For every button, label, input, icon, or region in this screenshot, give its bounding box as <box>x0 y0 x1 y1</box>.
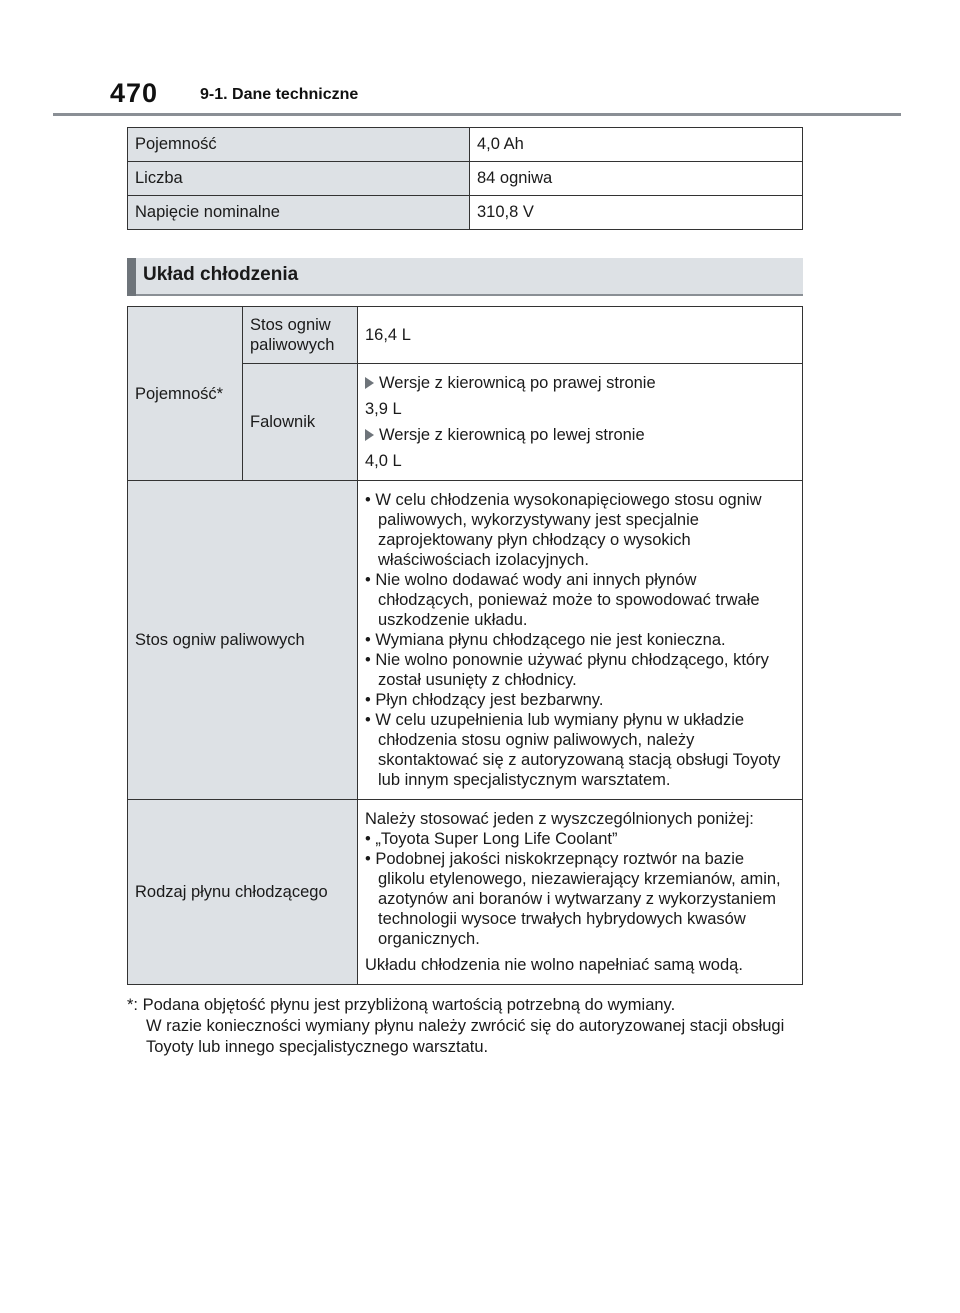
battery-spec-table <box>127 127 803 230</box>
list-item: • W celu uzupełnienia lub wymiany płynu w układzie chłodzenia stosu ogniw paliwowych, należy skontaktować się z autoryzowaną stacją obsługi Toyoty lub innym specjalistycznym warsztatem. <box>365 711 781 789</box>
cooling-title: Układ chłodzenia <box>143 264 299 285</box>
table-row <box>128 128 803 162</box>
inverter-right-label: Wersje z kierownicą po prawej stronie <box>379 374 656 392</box>
spec-label: Pojemność <box>128 128 470 162</box>
cooling-section-heading <box>127 258 803 296</box>
list-item: • „Toyota Super Long Life Coolant” <box>365 830 618 848</box>
table-row <box>128 481 803 800</box>
list-item: • W celu chłodzenia wysokonapięciowego stosu ogniw paliwowych, wykorzystywany jest specjalnie zaprojektowany płyn chłodzący o wysokich właściwościach izolacyjnych. <box>365 491 762 569</box>
page-header <box>110 78 900 114</box>
triangle-bullet-icon <box>365 429 374 441</box>
list-item: • Wymiana płynu chłodzącego nie jest konieczna. <box>365 631 726 649</box>
list-item: • Nie wolno ponownie używać płynu chłodzącego, który został usunięty z chłodnicy. <box>365 651 769 689</box>
coolant-intro: Należy stosować jeden z wyszczególnionych poniżej: <box>365 810 754 828</box>
inverter-values <box>358 364 803 481</box>
footnote-line: W razie konieczności wymiany płynu należy zwrócić się do autoryzowanej stacji obsługi Toyoty lub innego specjalistycznego warsztatu. <box>146 1017 785 1056</box>
spec-value: 4,0 Ah <box>470 128 803 162</box>
footnote <box>127 995 827 1058</box>
stack-sub-label: Stos ogniw paliwowych <box>243 307 358 364</box>
table-row <box>128 196 803 230</box>
fuel-stack-label: Stos ogniw paliwowych <box>128 481 358 800</box>
inverter-label: Falownik <box>243 364 358 481</box>
triangle-bullet-icon <box>365 377 374 389</box>
spec-label: Napięcie nominalne <box>128 196 470 230</box>
table-row <box>128 800 803 985</box>
inverter-left-value: 4,0 L <box>365 452 402 470</box>
table-row <box>128 307 803 364</box>
spec-value: 84 ogniwa <box>470 162 803 196</box>
fuel-stack-notes <box>358 481 803 800</box>
inverter-left-label: Wersje z kierownicą po lewej stronie <box>379 426 645 444</box>
coolant-type-details <box>358 800 803 985</box>
list-item: • Nie wolno dodawać wody ani innych płynów chłodzących, ponieważ może to spowodować trwałe uszkodzenie układu. <box>365 571 760 629</box>
page-number: 470 <box>110 78 159 108</box>
stack-value: 16,4 L <box>358 307 803 364</box>
cooling-spec-table <box>127 306 803 985</box>
section-title: 9-1. Dane techniczne <box>200 86 359 103</box>
spec-value: 310,8 V <box>470 196 803 230</box>
footnote-line: *: Podana objętość płynu jest przybliżoną wartością potrzebną do wymiany. <box>127 996 676 1014</box>
coolant-warning: Układu chłodzenia nie wolno napełniać samą wodą. <box>365 956 743 974</box>
list-item: • Podobnej jakości niskokrzepnący roztwór na bazie glikolu etylenowego, niezawierający krzemianów, amin, azotynów ani boranów i wytwarzany z wykorzystaniem technologii wysoce trwałych hybrydowych kwasów organicznych. <box>365 850 781 948</box>
heading-accent-bar <box>127 258 136 296</box>
capacity-label: Pojemność* <box>128 307 243 481</box>
list-item: • Płyn chłodzący jest bezbarwny. <box>365 691 604 709</box>
spec-label: Liczba <box>128 162 470 196</box>
coolant-type-label: Rodzaj płynu chłodzącego <box>128 800 358 985</box>
inverter-right-value: 3,9 L <box>365 400 402 418</box>
header-divider <box>53 113 901 116</box>
table-row <box>128 162 803 196</box>
